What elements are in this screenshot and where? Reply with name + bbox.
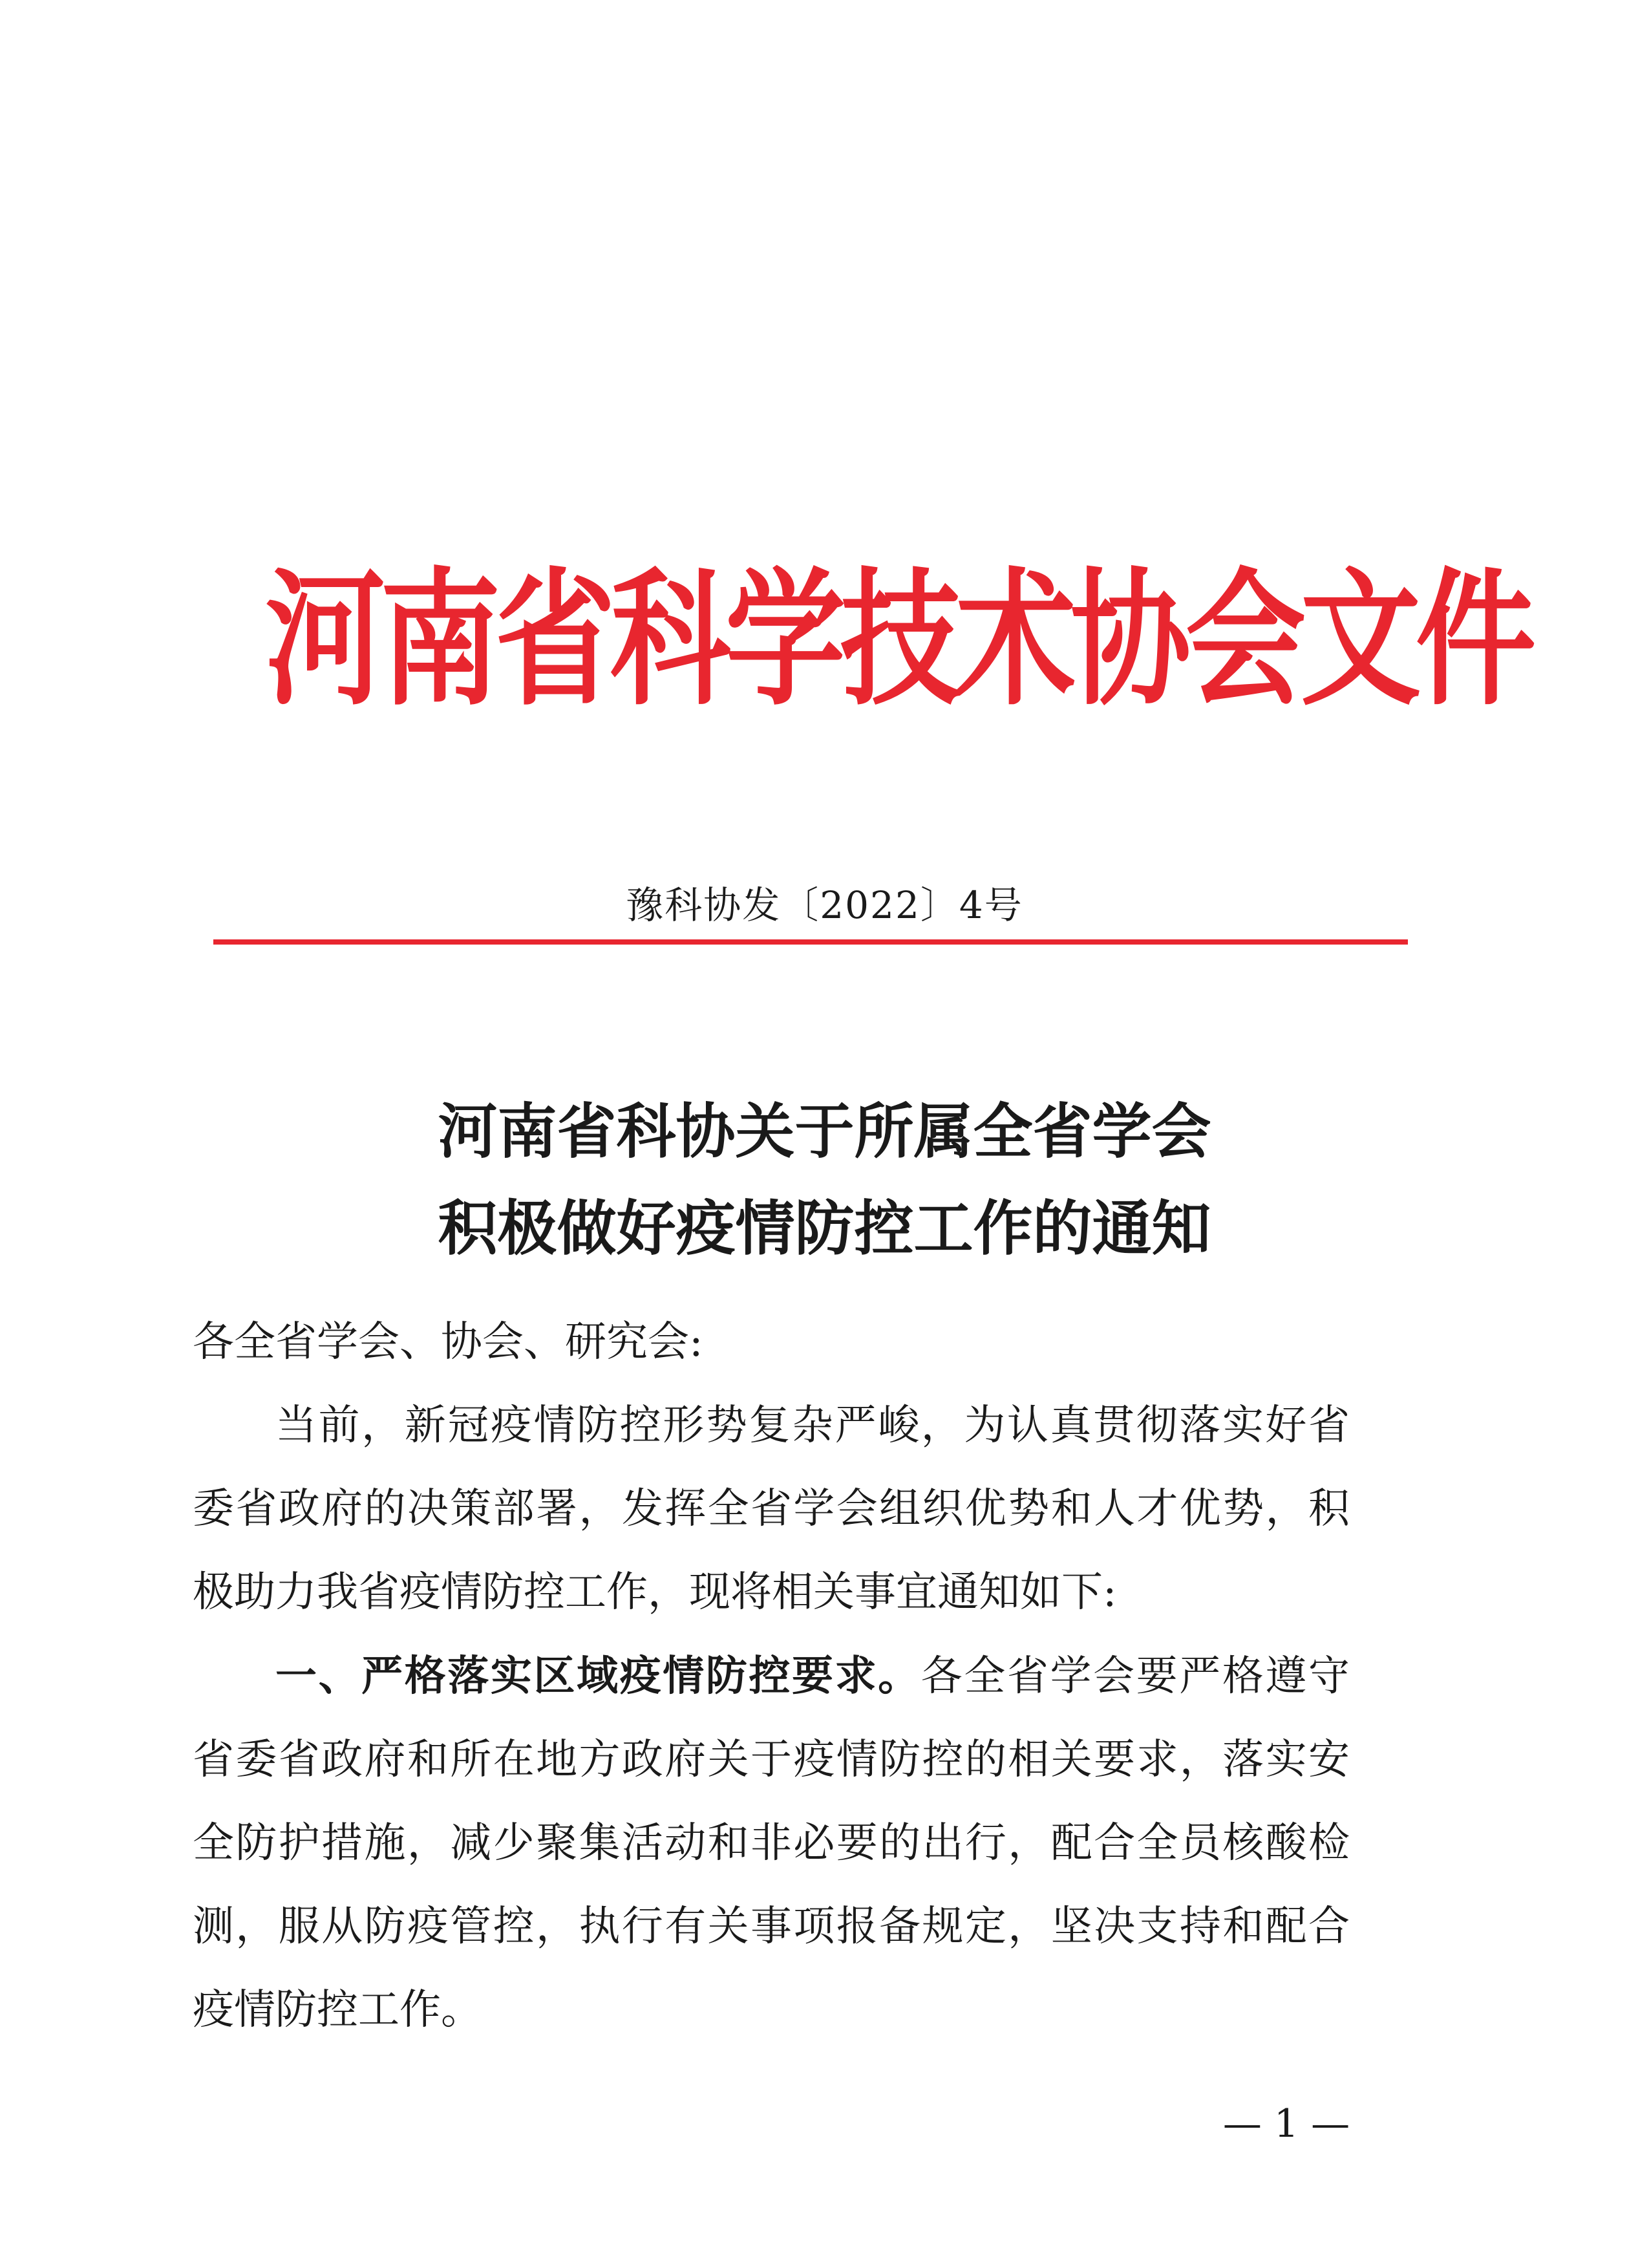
agency-header-title: 河南省科学技术协会文件 — [265, 554, 1531, 725]
intro-paragraph: 当前，新冠疫情防控形势复杂严峻，为认真贯彻落实好省委省政府的决策部署，发挥全省学会组织优势和人才优势，积极助力我省疫情防控工作，现将相关事宜通知如下: — [193, 1402, 1350, 1616]
section-1-text: 各全省学会要严格遵守省委省政府和所在地方政府关于疫情防控的相关要求，落实安全防护措施，减少聚集活动和非必要的出行，配合全员核酸检测，服从防疫管控，执行有关事项报备规定，坚决支持和配合疫情防控工作。 — [193, 1653, 1350, 2034]
page-number: — 1 — — [1222, 2101, 1350, 2146]
notice-title-line-2: 积极做好疫情防控工作的通知 — [438, 1193, 1211, 1263]
salutation: 各全省学会、协会、研究会: — [193, 1318, 703, 1366]
section-1-heading: 一、严格落实区域疫情防控要求。 — [275, 1652, 921, 1700]
section-1-paragraph — [193, 1634, 1350, 2052]
notice-body — [193, 1301, 1350, 2052]
notice-title-line-1: 河南省科协关于所属全省学会 — [438, 1097, 1211, 1166]
red-separator-line — [213, 939, 1408, 945]
document-number: 豫科协发〔2022〕4号 — [626, 883, 1023, 927]
